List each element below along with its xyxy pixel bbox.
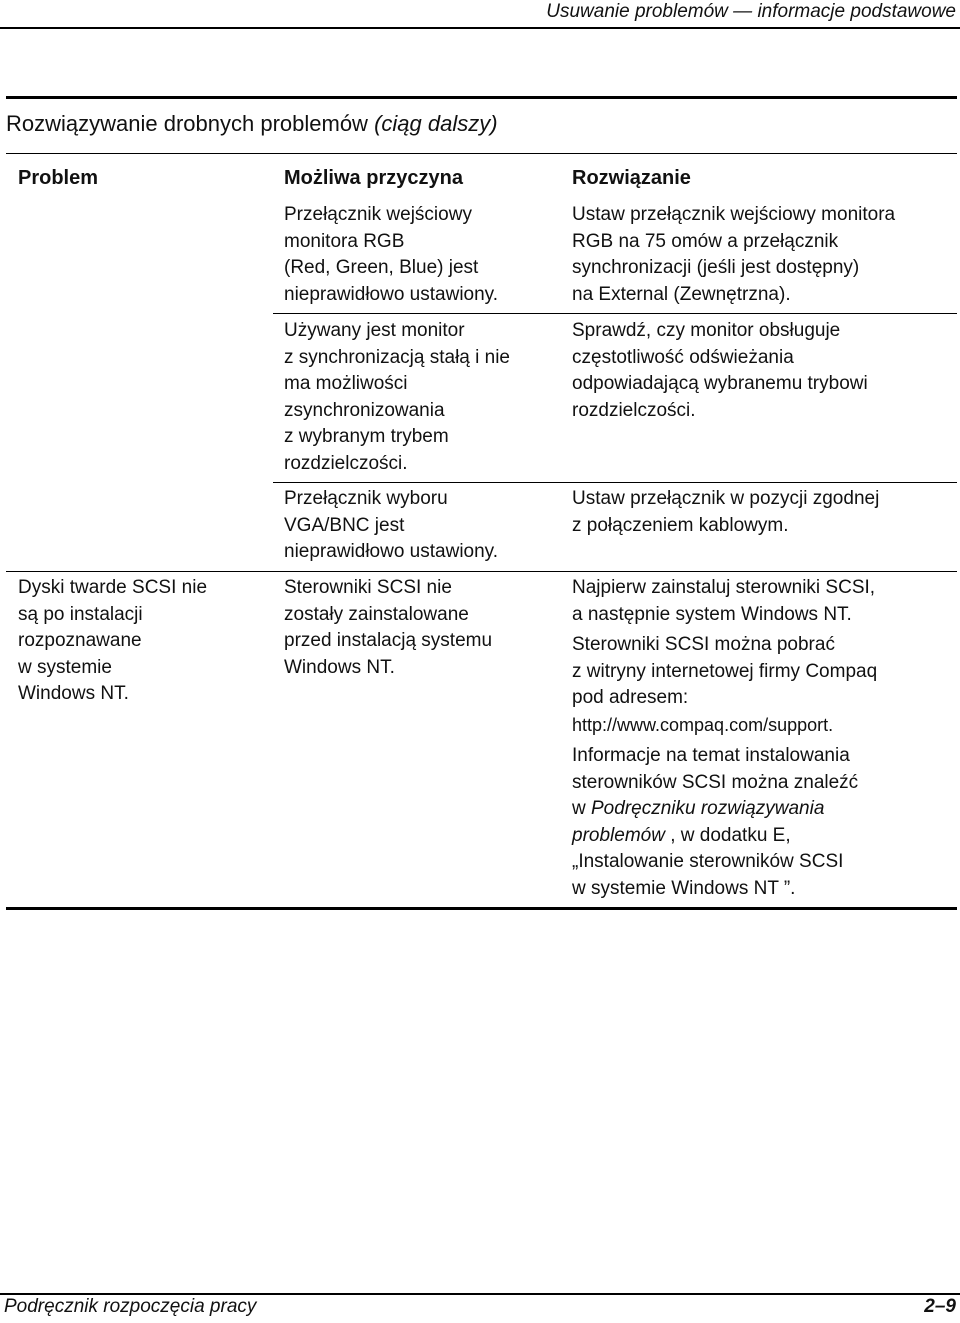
running-header-title: Usuwanie problemów — informacje podstawowe xyxy=(546,1,956,22)
column-header-problem: Problem xyxy=(18,167,99,189)
row3-cause-line: VGA/BNC jest xyxy=(284,514,405,536)
row4-problem-line: rozpoznawane xyxy=(18,630,142,651)
row2-solution-line: odpowiadającą wybranemu trybowi xyxy=(572,373,868,394)
row3-cause-line: nieprawidłowo ustawiony. xyxy=(284,541,499,562)
row4-solution-line: pod adresem: xyxy=(572,687,689,708)
section-top-rule xyxy=(6,96,957,99)
row4-solution-line xyxy=(572,823,858,850)
row4-cause-line: przed instalacją systemu xyxy=(284,630,493,651)
row3-cause xyxy=(284,486,498,566)
manual-title-part1: Podręczniku rozwiązywania xyxy=(591,798,825,819)
row4-solution-line: Sterowniki SCSI można pobrać xyxy=(572,634,835,655)
column-header-cause: Możliwa przyczyna xyxy=(284,167,463,189)
row4-problem-line: Windows NT. xyxy=(18,683,129,704)
row1-cause-line: (Red, Green, Blue) jest xyxy=(284,257,479,278)
row2-cause-line: ma możliwości xyxy=(284,373,408,394)
row2-solution-line: rozdzielczości. xyxy=(572,399,696,421)
row2-cause-line: zsynchronizowania xyxy=(284,399,445,421)
row4-solution-line: w systemie Windows NT ”. xyxy=(572,877,796,899)
row4-problem-line: w systemie xyxy=(18,656,112,678)
row2-cause-line: z synchronizacją stałą i nie xyxy=(284,346,510,368)
row4-cause xyxy=(284,575,492,681)
row1-divider xyxy=(273,313,957,314)
footer-rule xyxy=(0,1293,960,1295)
row3-divider xyxy=(6,571,957,572)
row1-cause-line: nieprawidłowo ustawiony. xyxy=(284,283,499,305)
row4-solution-line: a następnie system Windows NT. xyxy=(572,603,852,625)
row4-solution-line: Informacje na temat instalowania xyxy=(572,745,850,766)
row4-solution-c xyxy=(572,743,858,902)
footer-book-title: Podręcznik rozpoczęcia pracy xyxy=(4,1296,257,1317)
section-title-main: Rozwiązywanie drobnych problemów xyxy=(6,111,375,136)
row2-solution-line: częstotliwość odświeżania xyxy=(572,346,794,368)
row4-problem-line: Dyski twarde SCSI nie xyxy=(18,577,208,598)
row1-solution-line: RGB na 75 omów a przełącznik xyxy=(572,230,839,252)
table-header-rule xyxy=(6,153,957,154)
row4-solution-line: z witryny internetowej firmy Compaq xyxy=(572,660,878,682)
row1-solution-line: synchronizacji (jeśli jest dostępny) xyxy=(572,257,860,278)
page-number: 2–9 xyxy=(924,1296,956,1317)
manual-title-part2: problemów xyxy=(572,824,665,846)
row2-solution-line: Sprawdź, czy monitor obsługuje xyxy=(572,320,841,341)
row4-problem xyxy=(18,575,207,708)
row4-problem-line: są po instalacji xyxy=(18,603,143,625)
row4-solution-b xyxy=(572,632,877,738)
row2-cause xyxy=(284,318,510,477)
row4-solution-line: Najpierw zainstaluj sterowniki SCSI, xyxy=(572,577,876,598)
column-header-solution: Rozwiązanie xyxy=(572,167,691,189)
row1-cause-line: monitora RGB xyxy=(284,230,405,252)
row4-solution-line xyxy=(572,796,858,823)
row2-solution xyxy=(572,318,868,424)
row1-cause xyxy=(284,202,498,308)
row4-solution-line: sterowników SCSI można znaleźć xyxy=(572,771,859,793)
row4-solution-line: „Instalowanie sterowników SCSI xyxy=(572,851,844,872)
row3-cause-line: Przełącznik wyboru xyxy=(284,488,448,509)
row2-cause-line: z wybranym trybem xyxy=(284,426,449,447)
solution-text: , w dodatku E, xyxy=(664,824,791,846)
row4-solution-a xyxy=(572,575,875,628)
row3-solution-line: z połączeniem kablowym. xyxy=(572,514,789,536)
table-bottom-rule xyxy=(6,907,957,910)
row1-solution-line: Ustaw przełącznik wejściowy monitora xyxy=(572,204,896,225)
row3-solution-line: Ustaw przełącznik w pozycji zgodnej xyxy=(572,488,880,509)
row3-solution xyxy=(572,486,879,539)
row2-cause-line: Używany jest monitor xyxy=(284,320,465,341)
row4-cause-line: Sterowniki SCSI nie xyxy=(284,577,452,598)
row1-solution xyxy=(572,202,895,308)
section-title-continued: (ciąg dalszy) xyxy=(374,111,498,136)
running-header xyxy=(0,0,960,29)
row2-divider xyxy=(273,482,957,483)
row4-cause-line: Windows NT. xyxy=(284,656,395,678)
row1-cause-line: Przełącznik wejściowy xyxy=(284,204,472,225)
row1-solution-line: na External (Zewnętrzna). xyxy=(572,283,791,305)
row2-cause-line: rozdzielczości. xyxy=(284,452,408,474)
section-title xyxy=(6,111,498,137)
row4-cause-line: zostały zainstalowane xyxy=(284,603,469,625)
compaq-support-url: http://www.compaq.com/support. xyxy=(572,714,834,735)
solution-text: w xyxy=(572,798,591,819)
